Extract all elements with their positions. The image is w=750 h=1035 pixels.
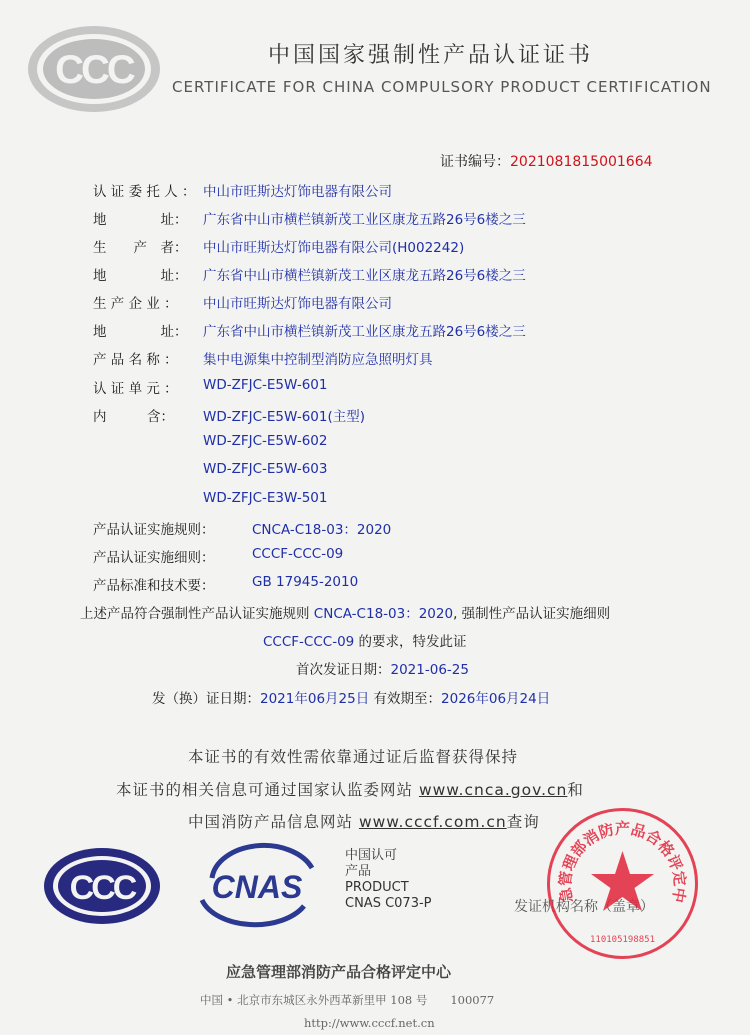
accr-line: CNAS C073-P — [345, 896, 432, 911]
notice-text: 中国消防产品信息网站 — [188, 813, 354, 831]
field-label: 生 产 企 业 ： — [93, 296, 178, 312]
notice-line-3 — [188, 810, 540, 832]
field-label: 认 证 委 托 人 ： — [93, 184, 196, 200]
valid-label: 有效期至： — [373, 691, 442, 707]
footer-address: 中国 • 北京市东城区永外西革新里甲 108 号 100077 — [200, 993, 495, 1007]
field-value: 中山市旺斯达灯饰电器有限公司(H002242) — [203, 240, 465, 256]
statement-detail: CCCF-CCC-09 — [263, 634, 355, 650]
accreditation-block — [345, 848, 432, 912]
svg-text:CCC: CCC — [55, 48, 133, 92]
ccc-logo-bottom — [42, 846, 162, 926]
statement-text: , 强制性产品认证实施细则 — [453, 606, 611, 622]
notice-line-2 — [116, 778, 584, 800]
notice-text: 本证书的相关信息可通过国家认监委网站 — [116, 781, 414, 799]
field-value: 中山市旺斯达灯饰电器有限公司 — [203, 184, 392, 200]
footer-org: 应急管理部消防产品合格评定中心 — [226, 963, 452, 981]
ccc-logo-header — [24, 22, 164, 116]
field-value: 集中电源集中控制型消防应急照明灯具 — [203, 352, 433, 368]
statement-line-1 — [80, 602, 610, 622]
field-value: WD-ZFJC-E5W-601(主型) — [203, 409, 365, 425]
cccf-link[interactable]: www.cccf.com.cn — [358, 813, 507, 831]
field-label: 认 证 单 元 ： — [93, 381, 178, 397]
first-issue-value: 2021-06-25 — [390, 662, 469, 678]
cnca-link[interactable]: www.cnca.gov.cn — [418, 781, 568, 799]
cert-no-label: 证书编号： — [440, 154, 510, 170]
statement-text: 上述产品符合强制性产品认证实施规则 — [80, 606, 310, 622]
accr-line: 产品 — [345, 864, 372, 879]
contains-model: WD-ZFJC-E5W-603 — [203, 461, 328, 477]
footer-url[interactable]: http://www.cccf.net.cn — [304, 1016, 435, 1030]
first-issue-date — [296, 658, 469, 678]
field-label: 生 产 者： — [93, 240, 188, 256]
contains-model: WD-ZFJC-E3W-501 — [203, 490, 328, 506]
field-value: 中山市旺斯达灯饰电器有限公司 — [203, 296, 392, 312]
svg-text:CCC: CCC — [69, 869, 135, 907]
issue-date: 2021年06月25日 — [260, 691, 370, 707]
field-value: 广东省中山市横栏镇新茂工业区康龙五路26号6楼之三 — [203, 324, 526, 340]
svg-text:110105198851: 110105198851 — [589, 935, 656, 945]
rule-label: 产品认证实施细则： — [93, 550, 215, 566]
signer-label: 发证机构名称（盖章） — [514, 899, 654, 915]
issue-label: 发（换）证日期： — [152, 691, 260, 707]
field-label: 地 址： — [93, 324, 188, 340]
field-value: 广东省中山市横栏镇新茂工业区康龙五路26号6楼之三 — [203, 268, 526, 284]
rule-label: 产品认证实施规则： — [93, 522, 215, 538]
cert-no-value: 2021081815001664 — [510, 154, 653, 170]
svg-text:CNAS: CNAS — [211, 869, 303, 905]
notice-text: 和 — [567, 781, 584, 799]
field-value: 广东省中山市横栏镇新茂工业区康龙五路26号6楼之三 — [203, 212, 526, 228]
accr-line: PRODUCT — [345, 880, 409, 895]
svg-text:应急管理部消防产品合格评定中心: 急管理部消防产品合格评定中 — [556, 819, 689, 905]
field-label: 地 址： — [93, 268, 188, 284]
notice-text: 查询 — [506, 813, 540, 831]
cert-no — [440, 151, 653, 171]
field-value: WD-ZFJC-E5W-601 — [203, 377, 328, 393]
cnas-logo — [192, 838, 322, 932]
field-label: 产 品 名 称 ： — [93, 352, 178, 368]
issue-dates — [152, 687, 550, 707]
field-label: 内 含： — [93, 409, 174, 425]
official-seal — [545, 806, 700, 961]
title-en: CERTIFICATE FOR CHINA COMPULSORY PRODUCT CERTIFICATION — [172, 78, 712, 96]
statement-text: 的要求，特发此证 — [358, 634, 467, 650]
title-cn: 中国国家强制性产品认证证书 — [268, 43, 594, 68]
rule-value: CNCA-C18-03：2020 — [252, 522, 392, 538]
notice-line-1: 本证书的有效性需依靠通过证后监督获得保持 — [188, 748, 519, 766]
statement-rule: CNCA-C18-03：2020 — [313, 606, 454, 622]
field-label: 地 址： — [93, 212, 188, 228]
first-issue-label: 首次发证日期： — [296, 662, 391, 678]
statement-line-2 — [263, 630, 467, 650]
rule-value: CCCF-CCC-09 — [252, 546, 344, 562]
rule-value: GB 17945-2010 — [252, 574, 359, 590]
contains-model: WD-ZFJC-E5W-602 — [203, 433, 328, 449]
valid-date: 2026年06月24日 — [441, 691, 551, 707]
rule-label: 产品标准和技术要： — [93, 578, 215, 594]
accr-line: 中国认可 — [345, 848, 398, 863]
